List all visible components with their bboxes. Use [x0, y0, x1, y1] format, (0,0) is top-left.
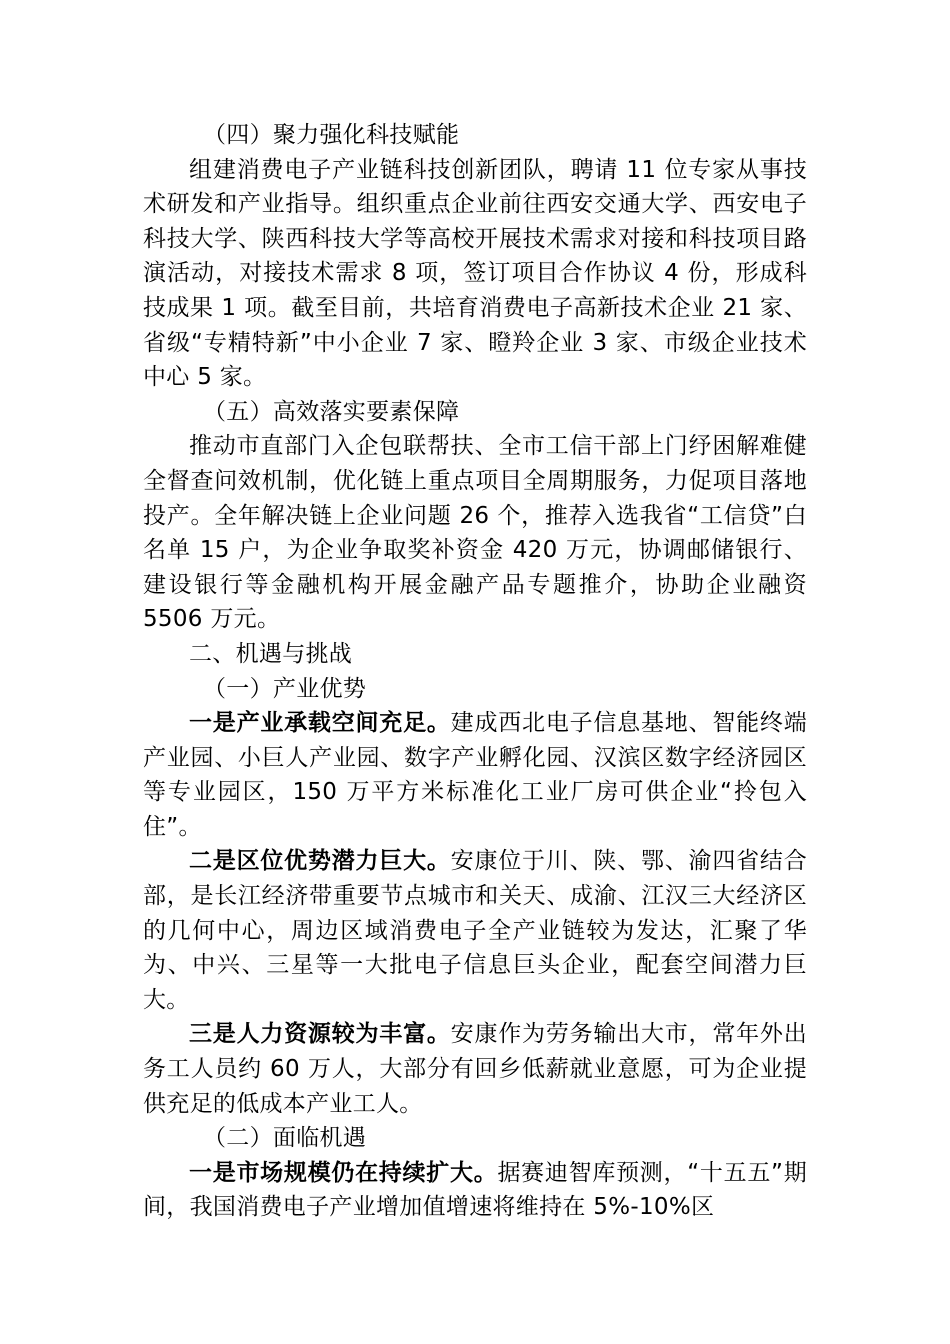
paragraph-opportunity-market — [143, 1156, 807, 1225]
lead-phrase: 一是产业承载空间充足。 — [189, 710, 451, 737]
paragraph-tech-empowerment: 组建消费电子产业链科技创新团队，聘请 11 位专家从事技术研发和产业指导。组织重点企业前往西安交通大学、西安电子科技大学、陕西科技大学等高校开展技术需求对接和科技项目路演活动，对接技术需求 8 项，签订项目合作协议 4 份，形成科技成果 1 项。截至目前，共培育消费电子高新技术企业 21 家、省级“专精特新”中小企业 7 家、瞪羚企业 3 家、市级企业技术中心 5 家。 — [143, 156, 807, 391]
paragraph-text: 安康作为劳务输出大市，常年外出务工人员约 60 万人，大部分有回乡低薪就业意愿，可为企业提供充足的低成本产业工人。 — [143, 1021, 807, 1117]
paragraph-text: 建成西北电子信息基地、智能终端产业园、小巨人产业园、数字产业孵化园、汉滨区数字经济园区等专业园区，150 万平方米标准化工业厂房可供企业“拎包入住”。 — [143, 710, 807, 840]
paragraph-advantage-space — [143, 706, 807, 844]
paragraph-advantage-labor — [143, 1017, 807, 1121]
subsection-heading-advantages: （一）产业优势 — [203, 675, 367, 702]
paragraph-factor-guarantee: 推动市直部门入企包联帮扶、全市工信干部上门纾困解难健全督查问效机制，优化链上重点项目全周期服务，力促项目落地投产。全年解决链上企业问题 26 个，推荐入选我省“工信贷”白名单 15 户，为企业争取奖补资金 420 万元，协调邮储银行、建设银行等金融机构开展金融产品专题推介，协助企业融资 5506 万元。 — [143, 433, 807, 633]
lead-phrase: 三是人力资源较为丰富。 — [189, 1021, 451, 1048]
paragraph-text: 安康位于川、陕、鄂、渝四省结合部，是长江经济带重要节点城市和关天、成渝、江汉三大经济区的几何中心，周边区域消费电子全产业链较为发达，汇聚了华为、中兴、三星等一大批电子信息巨头企业，配套空间潜力巨大。 — [143, 848, 807, 1013]
document-page — [143, 118, 807, 1225]
lead-phrase: 二是区位优势潜力巨大。 — [189, 848, 451, 875]
subsection-heading-opportunities: （二）面临机遇 — [203, 1125, 367, 1152]
lead-phrase: 一是市场规模仍在持续扩大。 — [189, 1159, 498, 1186]
paragraph-text: 据赛迪智库预测，“十五五”期间，我国消费电子产业增加值增速将维持在 5%-10%区 — [143, 1159, 807, 1221]
paragraph-advantage-location — [143, 844, 807, 1017]
section-heading-factors: （五）高效落实要素保障 — [203, 398, 460, 425]
section-heading-tech: （四）聚力强化科技赋能 — [203, 122, 460, 148]
part-heading-opportunities: 二、机遇与挑战 — [189, 640, 353, 667]
